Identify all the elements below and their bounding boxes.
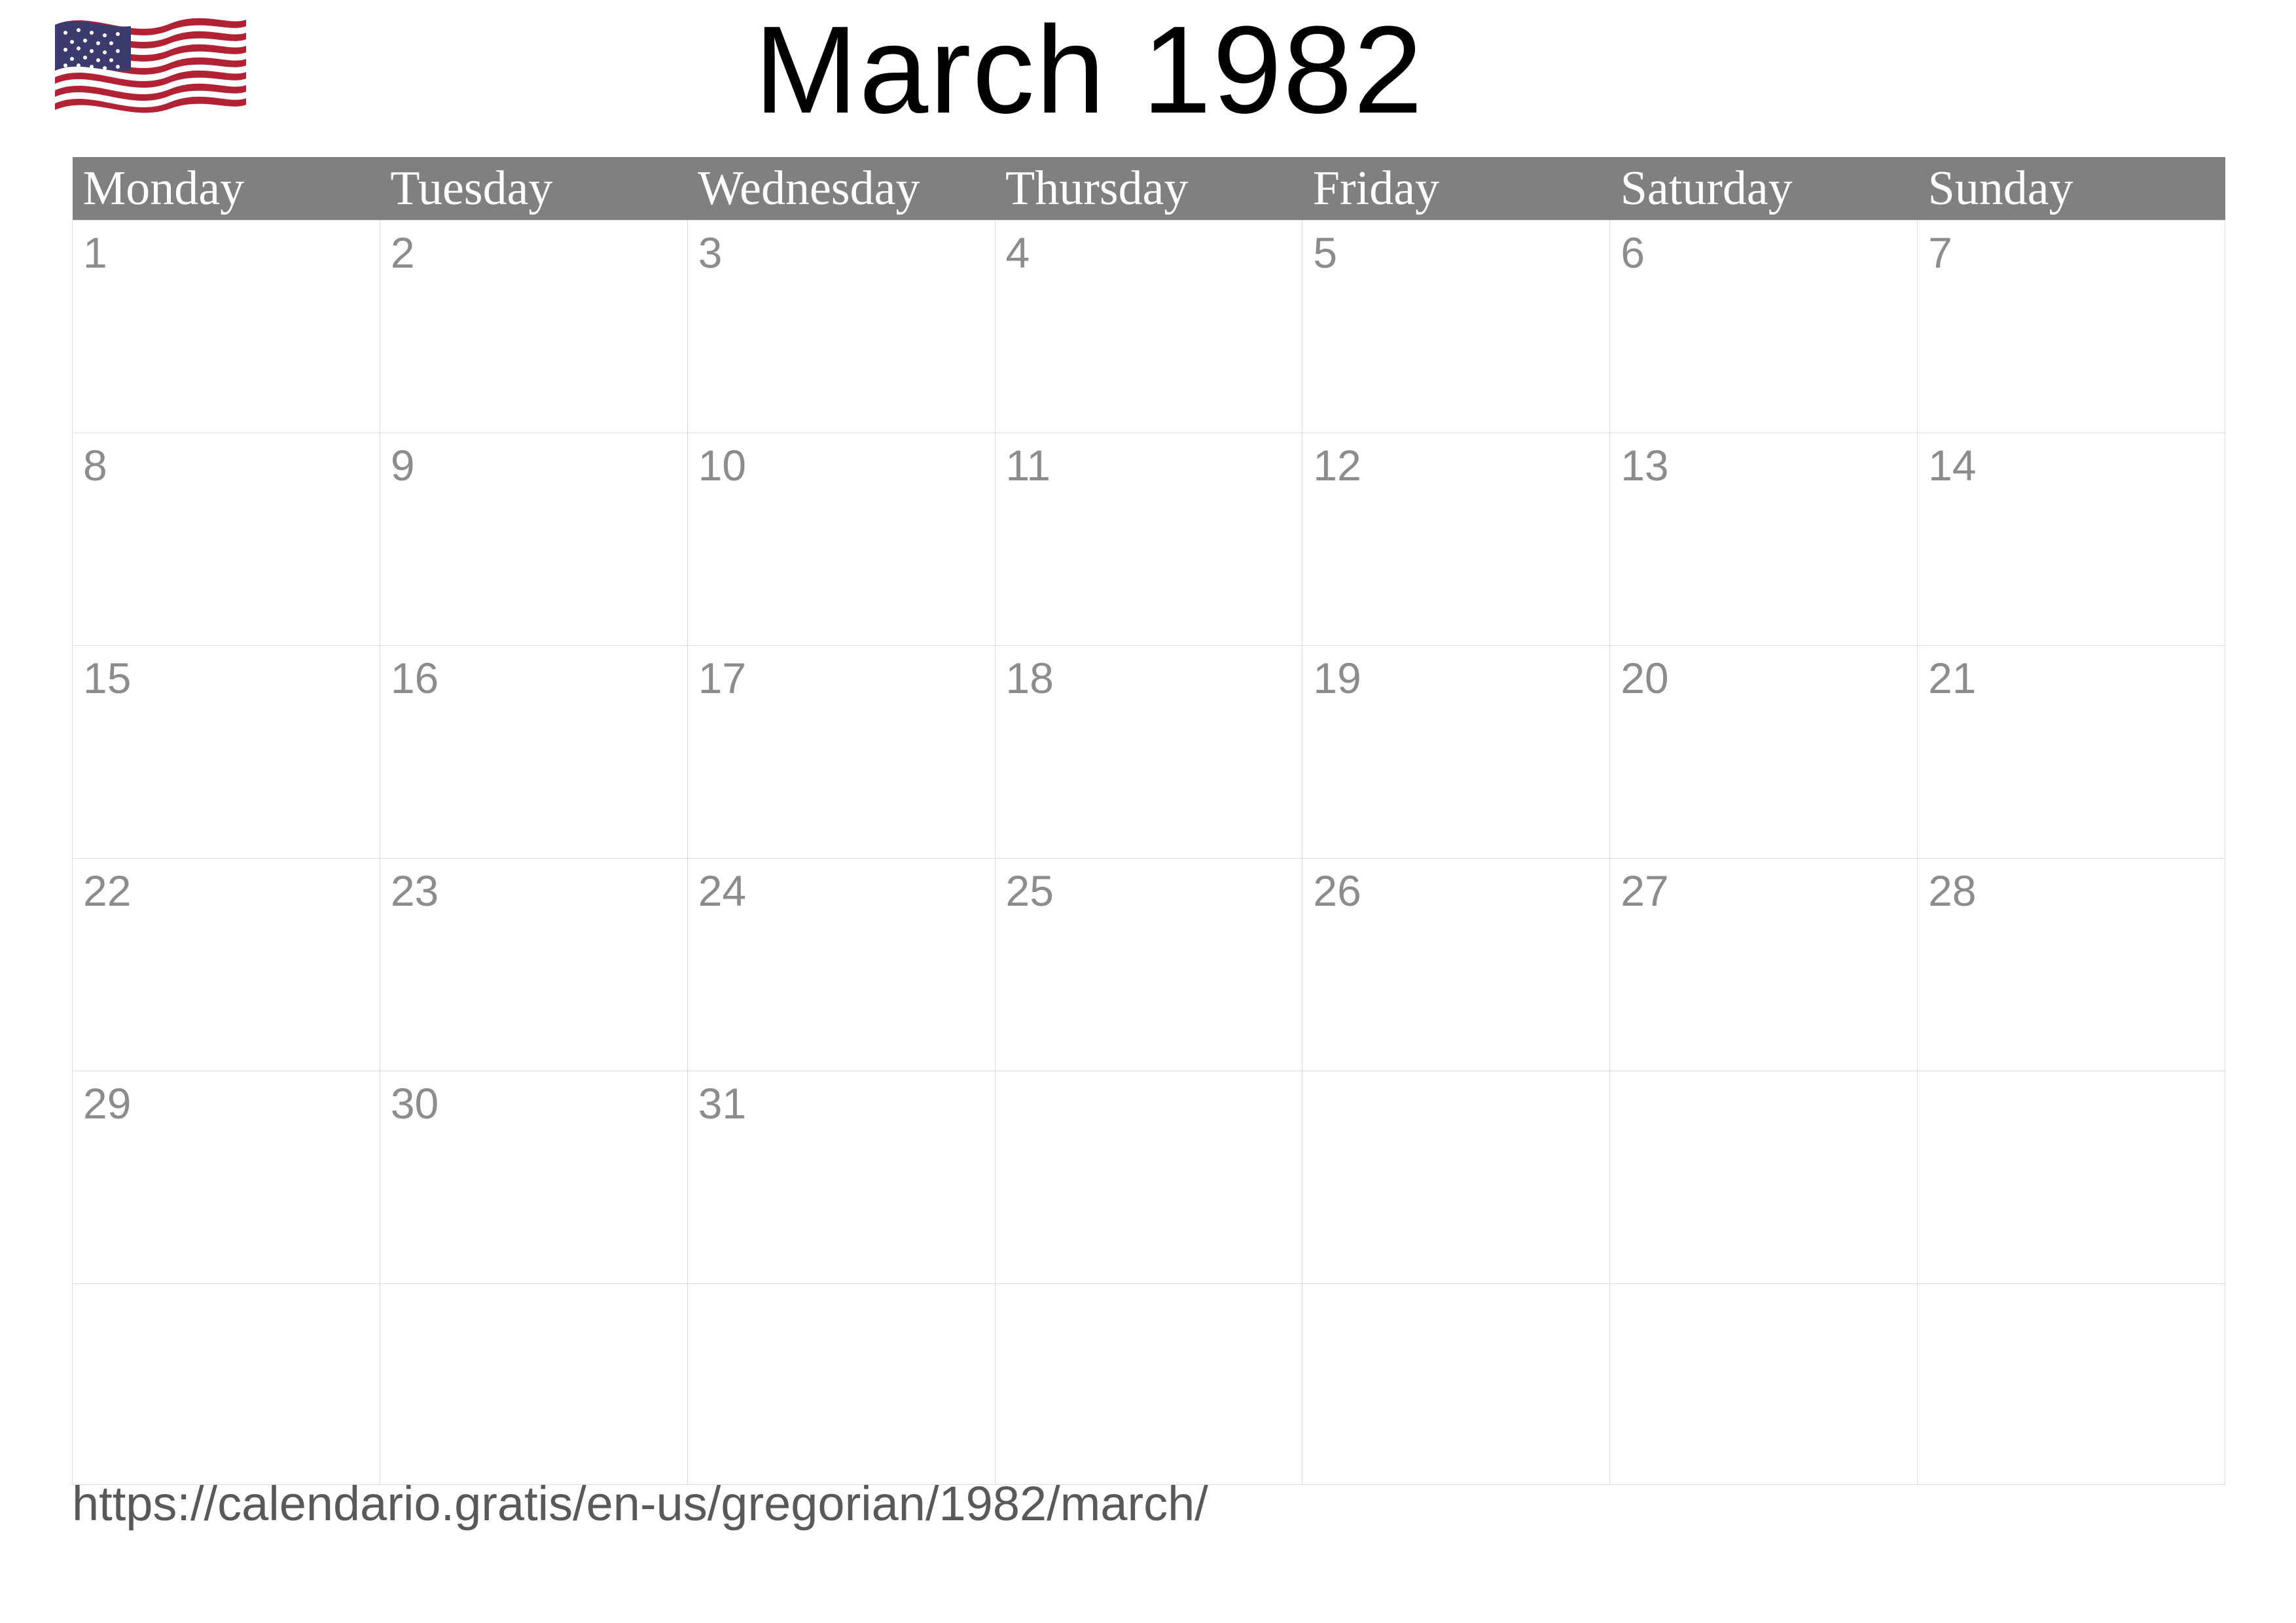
calendar-day-cell[interactable]: 17 — [687, 646, 995, 859]
calendar-day-cell[interactable] — [73, 1284, 380, 1485]
weekday-header-monday: Monday — [73, 157, 380, 221]
weekday-header-friday: Friday — [1302, 157, 1610, 221]
calendar-week-row — [73, 859, 2225, 1071]
calendar-day-cell[interactable]: 1 — [73, 221, 380, 433]
calendar-day-cell[interactable]: 21 — [1918, 646, 2225, 859]
calendar-day-cell[interactable]: 27 — [1610, 859, 1918, 1071]
calendar-day-cell[interactable] — [1610, 1284, 1918, 1485]
calendar-day-cell[interactable]: 15 — [73, 646, 380, 859]
calendar-day-cell[interactable]: 23 — [380, 859, 687, 1071]
weekday-header-saturday: Saturday — [1610, 157, 1918, 221]
calendar-day-cell[interactable]: 29 — [73, 1071, 380, 1284]
weekday-header-wednesday: Wednesday — [687, 157, 995, 221]
calendar-day-cell[interactable]: 22 — [73, 859, 380, 1071]
calendar-day-cell[interactable]: 3 — [687, 221, 995, 433]
weekday-header-thursday: Thursday — [995, 157, 1302, 221]
calendar-day-cell[interactable]: 16 — [380, 646, 687, 859]
calendar-week-row-empty — [73, 1284, 2225, 1485]
calendar-day-cell[interactable] — [995, 1071, 1302, 1284]
calendar-day-cell[interactable] — [687, 1284, 995, 1485]
source-url[interactable]: https://calendario.gratis/en-us/gregorian/1982/march/ — [72, 1476, 1208, 1531]
calendar-day-cell[interactable]: 25 — [995, 859, 1302, 1071]
calendar-day-cell[interactable] — [380, 1284, 687, 1485]
calendar-day-cell[interactable]: 5 — [1302, 221, 1610, 433]
calendar-day-cell[interactable] — [995, 1284, 1302, 1485]
calendar-day-cell[interactable]: 13 — [1610, 433, 1918, 646]
calendar-day-cell[interactable] — [1918, 1284, 2225, 1485]
page-title: March 1982 — [754, 1, 1424, 139]
calendar-day-cell[interactable]: 31 — [687, 1071, 995, 1284]
calendar-day-cell[interactable] — [1918, 1071, 2225, 1284]
calendar-day-cell[interactable]: 11 — [995, 433, 1302, 646]
calendar-week-row — [73, 433, 2225, 646]
calendar-week-row — [73, 1071, 2225, 1284]
weekday-header-tuesday: Tuesday — [380, 157, 687, 221]
calendar-day-cell[interactable]: 20 — [1610, 646, 1918, 859]
calendar-day-cell[interactable] — [1302, 1284, 1610, 1485]
calendar-day-cell[interactable]: 7 — [1918, 221, 2225, 433]
calendar-week-row — [73, 646, 2225, 859]
calendar-day-cell[interactable]: 18 — [995, 646, 1302, 859]
calendar-day-cell[interactable]: 10 — [687, 433, 995, 646]
calendar-day-cell[interactable]: 28 — [1918, 859, 2225, 1071]
calendar-day-cell[interactable]: 24 — [687, 859, 995, 1071]
calendar-day-cell[interactable]: 12 — [1302, 433, 1610, 646]
calendar-day-cell[interactable] — [1610, 1071, 1918, 1284]
calendar-day-cell[interactable]: 14 — [1918, 433, 2225, 646]
calendar-day-cell[interactable] — [1302, 1071, 1610, 1284]
calendar-day-cell[interactable]: 19 — [1302, 646, 1610, 859]
calendar-day-cell[interactable]: 9 — [380, 433, 687, 646]
calendar-week-row — [73, 221, 2225, 433]
calendar-table — [72, 157, 2225, 1485]
calendar-day-cell[interactable]: 8 — [73, 433, 380, 646]
calendar-day-cell[interactable]: 4 — [995, 221, 1302, 433]
calendar-day-cell[interactable]: 26 — [1302, 859, 1610, 1071]
weekday-header-sunday: Sunday — [1918, 157, 2225, 221]
page-header — [0, 0, 2296, 154]
calendar-day-cell[interactable]: 30 — [380, 1071, 687, 1284]
calendar-day-cell[interactable]: 2 — [380, 221, 687, 433]
calendar-day-cell[interactable]: 6 — [1610, 221, 1918, 433]
weekday-header-row — [73, 157, 2225, 221]
